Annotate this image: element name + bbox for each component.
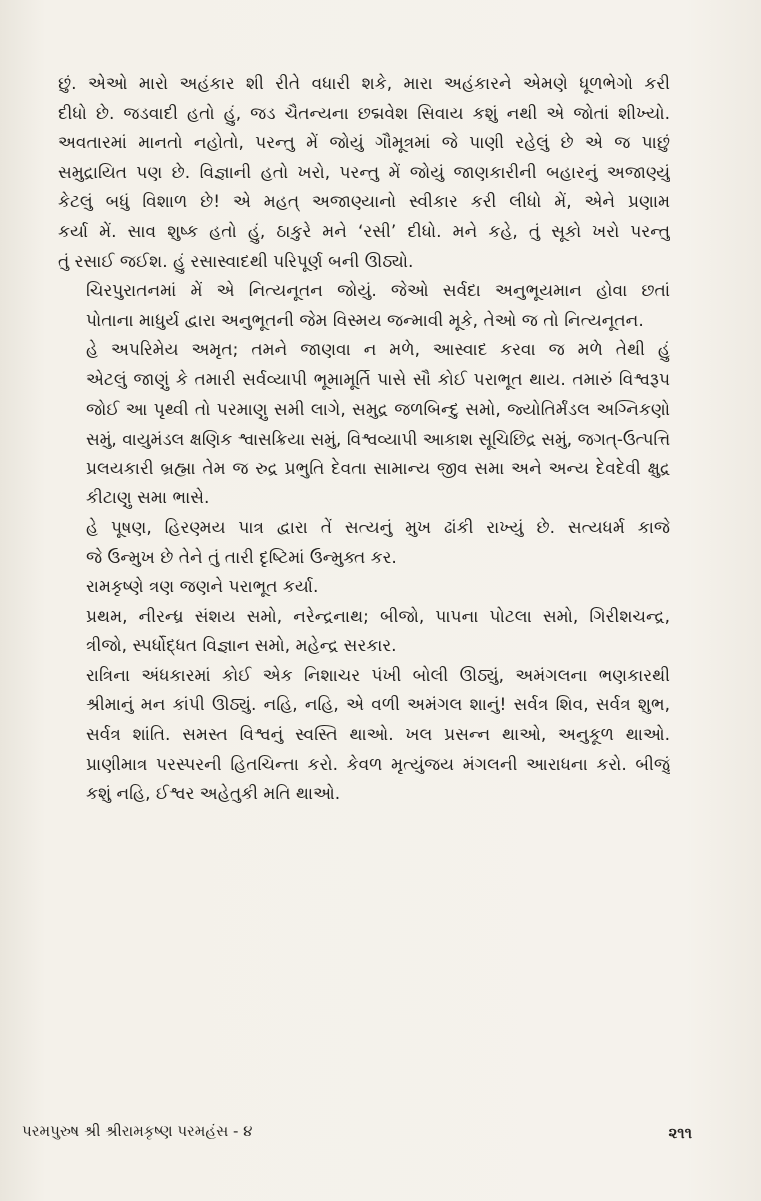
paragraph bbox=[58, 662, 670, 810]
text-line: છું. એઓ મારો અહંકાર શી રીતે વધારી શકે, મારા અહંકારને એમણે ધૂળભેગો કરી bbox=[58, 74, 670, 94]
text-line: કેટલું બધું વિશાળ છે! એ મહત્ અજાણ્યાનો સ્વીકાર કરી લીધો મેં, એને પ્રણામ bbox=[58, 192, 670, 213]
text-line: પ્રાણીમાત્ર પરસ્પરની હિતચિન્તા કરો. કેવળ મૃત્યુંજય મંગલની આરાધના કરો. બીજું bbox=[86, 754, 670, 775]
text-line: પ્રલયકારી બ્રહ્મા તેમ જ રુદ્ર પ્રભુતિ દેવતા સામાન્ય જીવ સમા અને અન્ય દેવદેવી ક્ષુદ્ર bbox=[86, 458, 670, 479]
running-footer-title: પરમપુરુષ શ્રી શ્રીરામકૃષ્ણ પરમહંસ - ૪ bbox=[22, 1122, 253, 1140]
page-footer bbox=[22, 1122, 692, 1152]
text-line: કર્યા મેં. સાવ શુષ્ક હતો હું, ઠાકુરે મને ‘રસી’ દીધો. મને કહે, તું સૂકો ખરો પરન્તુ bbox=[58, 221, 670, 242]
paragraph bbox=[58, 514, 670, 573]
text-line: સમું, વાયુમંડલ ક્ષણિક શ્વાસક્રિયા સમું, વિશ્વવ્યાપી આકાશ સૂચિછિદ્ર સમું, જગત્-ઉત્પત્તિ bbox=[86, 429, 670, 450]
text-line: કીટાણુ સમા ભાસે. bbox=[86, 488, 210, 509]
text-line: પ્રથમ, નીરન્ધ્ર સંશય સમો, નરેન્દ્રનાથ; બીજો, પાપના પોટલા સમો, ગિરીશચન્દ્ર, bbox=[86, 606, 670, 627]
text-line: કશું નહિ, ઈશ્વર અહેતુકી મતિ થાઓ. bbox=[86, 784, 341, 805]
text-line: એટલું જાણું કે તમારી સર્વવ્યાપી ભૂમામૂર્તિ પાસે સૌ કોઈ પરાભૂત થાય. તમારું વિશ્વરૂપ bbox=[86, 369, 670, 390]
text-line: પોતાના માધુર્ય દ્વારા અનુભૂતની જેમ વિસ્મય જન્માવી મૂકે, તેઓ જ તો નિત્યનૂતન. bbox=[86, 310, 644, 331]
paragraph bbox=[58, 573, 670, 603]
paragraph bbox=[58, 603, 670, 662]
paragraph bbox=[58, 336, 670, 514]
page-number: ૨૧૧ bbox=[668, 1124, 692, 1142]
body-text bbox=[58, 70, 670, 810]
text-line: શ્રીમાનું મન કાંપી ઊઠ્યું. નહિ, નહિ, એ વળી અમંગલ શાનું! સર્વત્ર શિવ, સર્વત્ર શુભ, bbox=[86, 695, 670, 716]
text-line: હે અપરિમેય અમૃત; તમને જાણવા ન મળે, આસ્વાદ કરવા જ મળે તેથી હું bbox=[86, 340, 670, 361]
text-line: દીધો છે. જડવાદી હતો હું, જડ ચૈતન્યના છદ્મવેશ સિવાય કશું નથી એ જોતાં શીખ્યો. bbox=[58, 103, 670, 124]
text-line: સમુદ્રાયિત પણ છે. વિજ્ઞાની હતો ખરો, પરન્તુ મેં જોયું જાણકારીની બહારનું અજાણ્યું bbox=[58, 162, 670, 183]
text-line: અવતારમાં માનતો નહોતો, પરન્તુ મેં જોયું ગૌમૂત્રમાં જે પાણી રહેલું છે એ જ પાછું bbox=[58, 133, 670, 154]
text-line: રાત્રિના અંધકારમાં કોઈ એક નિશાચર પંખી બોલી ઊઠ્યું, અમંગલના ભણકારથી bbox=[86, 665, 670, 686]
text-line: રામકૃષ્ણે ત્રણ જણને પરાભૂત કર્યા. bbox=[86, 577, 319, 598]
text-line: જોઈ આ પૃથ્વી તો પરમાણુ સમી લાગે, સમુદ્ર જળબિન્દુ સમો, જ્યોતિર્મંડલ અગ્નિકણો bbox=[86, 399, 670, 420]
paragraph bbox=[58, 70, 670, 277]
text-line: હે પૂષણ, હિરણ્મય પાત્ર દ્વારા તેં સત્યનું મુખ ઢાંકી રાખ્યું છે. સત્યધર્મ કાજે bbox=[86, 517, 670, 538]
text-line: જે ઉન્મુખ છે તેને તું તારી દૃષ્ટિમાં ઉન્મુક્ત કર. bbox=[86, 547, 397, 568]
paragraph bbox=[58, 277, 670, 336]
text-line: ચિરપુરાતનમાં મેં એ નિત્યનૂતન જોયું. જેઓ સર્વદા અનુભૂયમાન હોવા છતાં bbox=[86, 281, 670, 302]
text-line: તું રસાઈ જઈશ. હું રસાસ્વાદથી પરિપૂર્ણ બની ઊઠ્યો. bbox=[58, 251, 414, 272]
text-line: સર્વત્ર શાંતિ. સમસ્ત વિશ્વનું સ્વસ્તિ થાઓ. ખલ પ્રસન્ન થાઓ, અનુકૂળ થાઓ. bbox=[86, 725, 670, 746]
text-line: ત્રીજો, સ્પર્ધોદ્ધત વિજ્ઞાન સમો, મહેન્દ્ર સરકાર. bbox=[86, 636, 397, 657]
